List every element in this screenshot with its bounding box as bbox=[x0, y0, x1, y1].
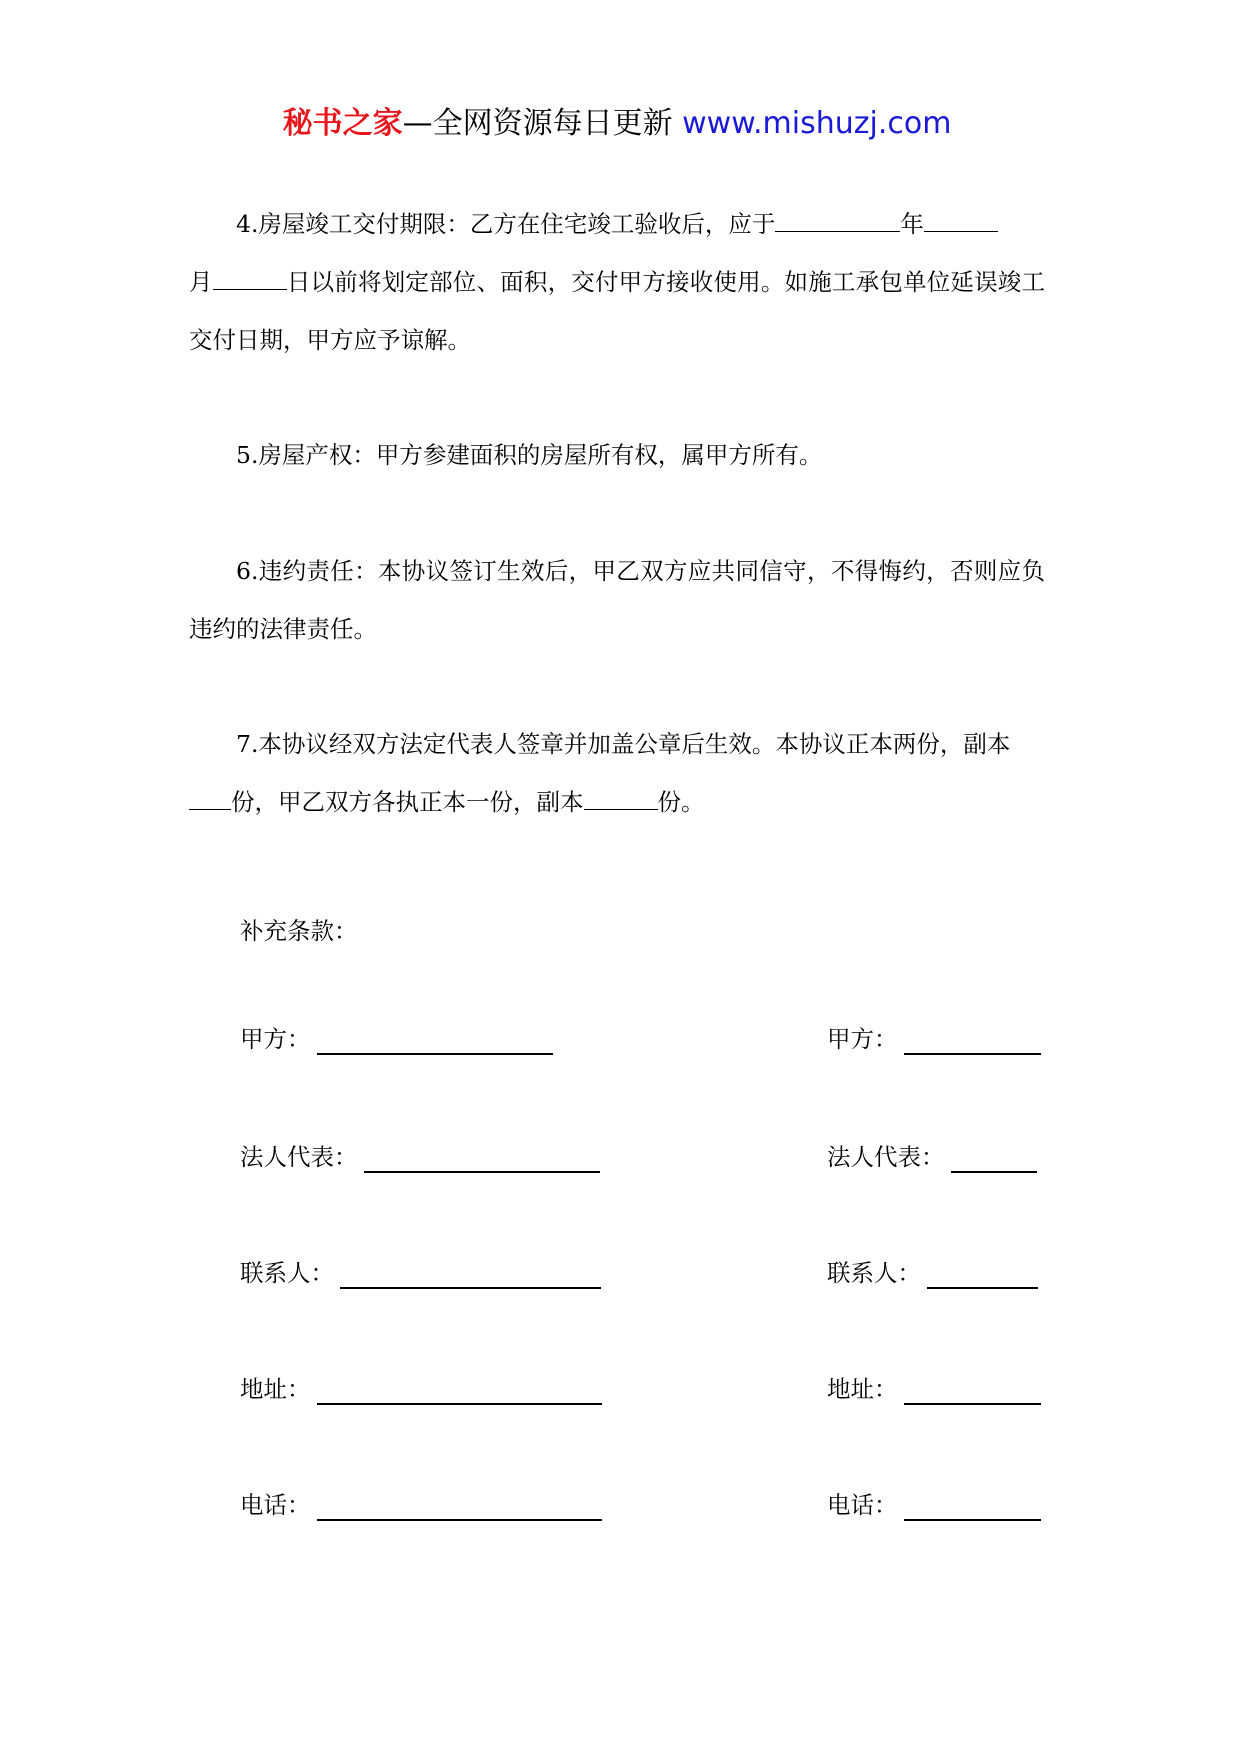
right-address-field[interactable] bbox=[904, 1377, 1041, 1405]
right-legal-rep-label: 法人代表： bbox=[827, 1143, 945, 1171]
left-party-a-row bbox=[240, 1023, 553, 1055]
clause-5: 5.房屋产权：甲方参建面积的房屋所有权，属甲方所有。 bbox=[236, 441, 823, 469]
left-phone-field[interactable] bbox=[317, 1493, 602, 1521]
right-address-row bbox=[827, 1373, 1041, 1405]
right-address-label: 地址： bbox=[827, 1375, 898, 1403]
right-contact-field[interactable] bbox=[927, 1261, 1038, 1289]
site-url-link[interactable]: www.mishuzj.com bbox=[682, 106, 952, 141]
right-contact-label: 联系人： bbox=[827, 1259, 921, 1287]
clause-4 bbox=[189, 195, 1045, 369]
right-party-a-row bbox=[827, 1023, 1041, 1055]
clause-4-text-2: 年 bbox=[900, 210, 924, 238]
left-party-a-field[interactable] bbox=[317, 1027, 553, 1055]
header-tagline: —全网资源每日更新 bbox=[402, 106, 673, 141]
left-legal-rep-label: 法人代表： bbox=[240, 1143, 358, 1171]
clause-7-text-2: 份，甲乙双方各执正本一份，副本 bbox=[231, 788, 584, 816]
right-party-a-label: 甲方： bbox=[827, 1025, 898, 1053]
clause-4-text-4: 日以前将划定部位、面积，交付甲方接收使用。如施工承包单位延误竣工交付日期，甲方应予谅解。 bbox=[189, 268, 1046, 354]
left-legal-rep-field[interactable] bbox=[364, 1145, 600, 1173]
left-contact-row bbox=[240, 1257, 601, 1289]
right-phone-label: 电话： bbox=[827, 1491, 898, 1519]
clause-4-text-1: 4.房屋竣工交付期限：乙方在住宅竣工验收后，应于 bbox=[236, 210, 776, 238]
clause-4-text-3: 月 bbox=[189, 268, 213, 296]
month-blank-trailing[interactable] bbox=[924, 207, 998, 232]
year-blank[interactable] bbox=[775, 207, 900, 232]
left-party-a-label: 甲方： bbox=[240, 1025, 311, 1053]
left-address-row bbox=[240, 1373, 602, 1405]
day-blank[interactable] bbox=[213, 265, 287, 290]
right-legal-rep-row bbox=[827, 1141, 1037, 1173]
left-address-field[interactable] bbox=[317, 1377, 602, 1405]
copies-blank-1[interactable] bbox=[189, 785, 231, 810]
site-header bbox=[0, 104, 1234, 144]
clause-6: 6.违约责任：本协议签订生效后，甲乙双方应共同信守，不得悔约，否则应负违约的法律责任。 bbox=[189, 557, 1045, 643]
right-contact-row bbox=[827, 1257, 1038, 1289]
supplement-label: 补充条款： bbox=[240, 917, 358, 945]
right-party-a-field[interactable] bbox=[904, 1027, 1041, 1055]
left-legal-rep-row bbox=[240, 1141, 600, 1173]
left-contact-label: 联系人： bbox=[240, 1259, 334, 1287]
right-phone-row bbox=[827, 1489, 1041, 1521]
left-phone-row bbox=[240, 1489, 602, 1521]
brand-name: 秘书之家 bbox=[282, 106, 403, 141]
right-phone-field[interactable] bbox=[904, 1493, 1041, 1521]
left-contact-field[interactable] bbox=[340, 1261, 601, 1289]
copies-blank-2[interactable] bbox=[584, 785, 658, 810]
left-phone-label: 电话： bbox=[240, 1491, 311, 1519]
right-legal-rep-field[interactable] bbox=[951, 1145, 1037, 1173]
clause-7-text-3: 份。 bbox=[657, 788, 705, 816]
clause-7 bbox=[189, 715, 1045, 831]
left-address-label: 地址： bbox=[240, 1375, 311, 1403]
clause-7-text-1: 7.本协议经双方法定代表人签章并加盖公章后生效。本协议正本两份，副本 bbox=[236, 730, 1011, 758]
